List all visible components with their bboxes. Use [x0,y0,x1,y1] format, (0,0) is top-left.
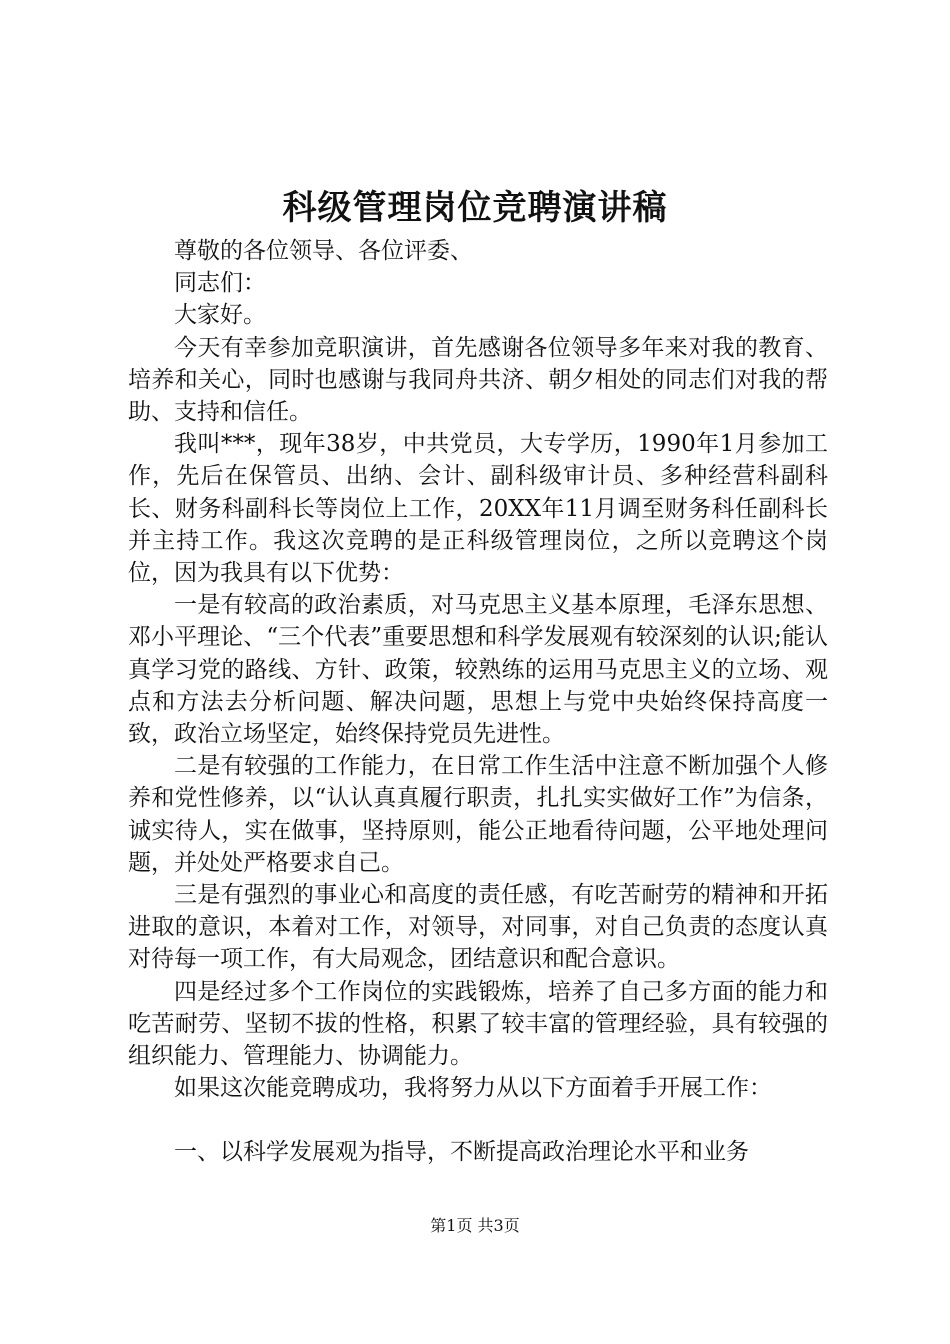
paragraph-self-introduction: 我叫***，现年38岁，中共党员，大专学历，1990年1月参加工作，先后在保管员、出纳、会计、副科级审计员、多种经营科副科长、财务科副科长等岗位上工作，20XX年11月调至财务科任副科长并主持工作。我这次竞聘的是正科级管理岗位，之所以竞聘这个岗位，因为我具有以下优势： [128,431,828,587]
paragraph-advantage-2: 二是有较强的工作能力，在日常工作生活中注意不断加强个人修养和党性修养，以“认认真真履行职责，扎扎实实做好工作”为信条，诚实待人，实在做事，坚持原则，能公正地看待问题，公平地处理问题，并处处严格要求自己。 [128,753,828,876]
page-number-footer: 第1页 共3页 [430,1216,520,1235]
document-title: 科级管理岗位竞聘演讲稿 [282,188,668,228]
paragraph-advantage-1: 一是有较高的政治素质，对马克思主义基本原理，毛泽东思想、邓小平理论、“三个代表”重要思想和科学发展观有较深刻的认识;能认真学习党的路线、方针、政策，较熟练的运用马克思主义的立场、观点和方法去分析问题、解决问题，思想上与党中央始终保持高度一致，政治立场坚定，始终保持党员先进性。 [128,592,828,748]
document-body [128,235,828,1169]
paragraph-work-plan-item-1: 一、以科学发展观为指导，不断提高政治理论水平和业务 [174,1139,749,1166]
greeting: 大家好。 [174,302,266,329]
paragraph-thanks: 今天有幸参加竞职演讲，首先感谢各位领导多年来对我的教育、培养和关心，同时也感谢与我同舟共济、朝夕相处的同志们对我的帮助、支持和信任。 [128,334,828,426]
salutation-line-1: 尊敬的各位领导、各位评委、 [174,238,473,264]
paragraph-advantage-3: 三是有强烈的事业心和高度的责任感，有吃苦耐劳的精神和开拓进取的意识，本着对工作，对领导，对同事，对自己负责的态度认真对待每一项工作，有大局观念，团结意识和配合意识。 [128,882,828,973]
salutation-line-2: 同志们： [174,270,266,297]
paragraph-advantage-4: 四是经过多个工作岗位的实践锻炼，培养了自己多方面的能力和吃苦耐劳、坚韧不拔的性格，积累了较丰富的管理经验，具有较强的组织能力、管理能力、协调能力。 [128,978,828,1070]
paragraph-work-plan-intro: 如果这次能竞聘成功，我将努力从以下方面着手开展工作： [174,1075,772,1102]
